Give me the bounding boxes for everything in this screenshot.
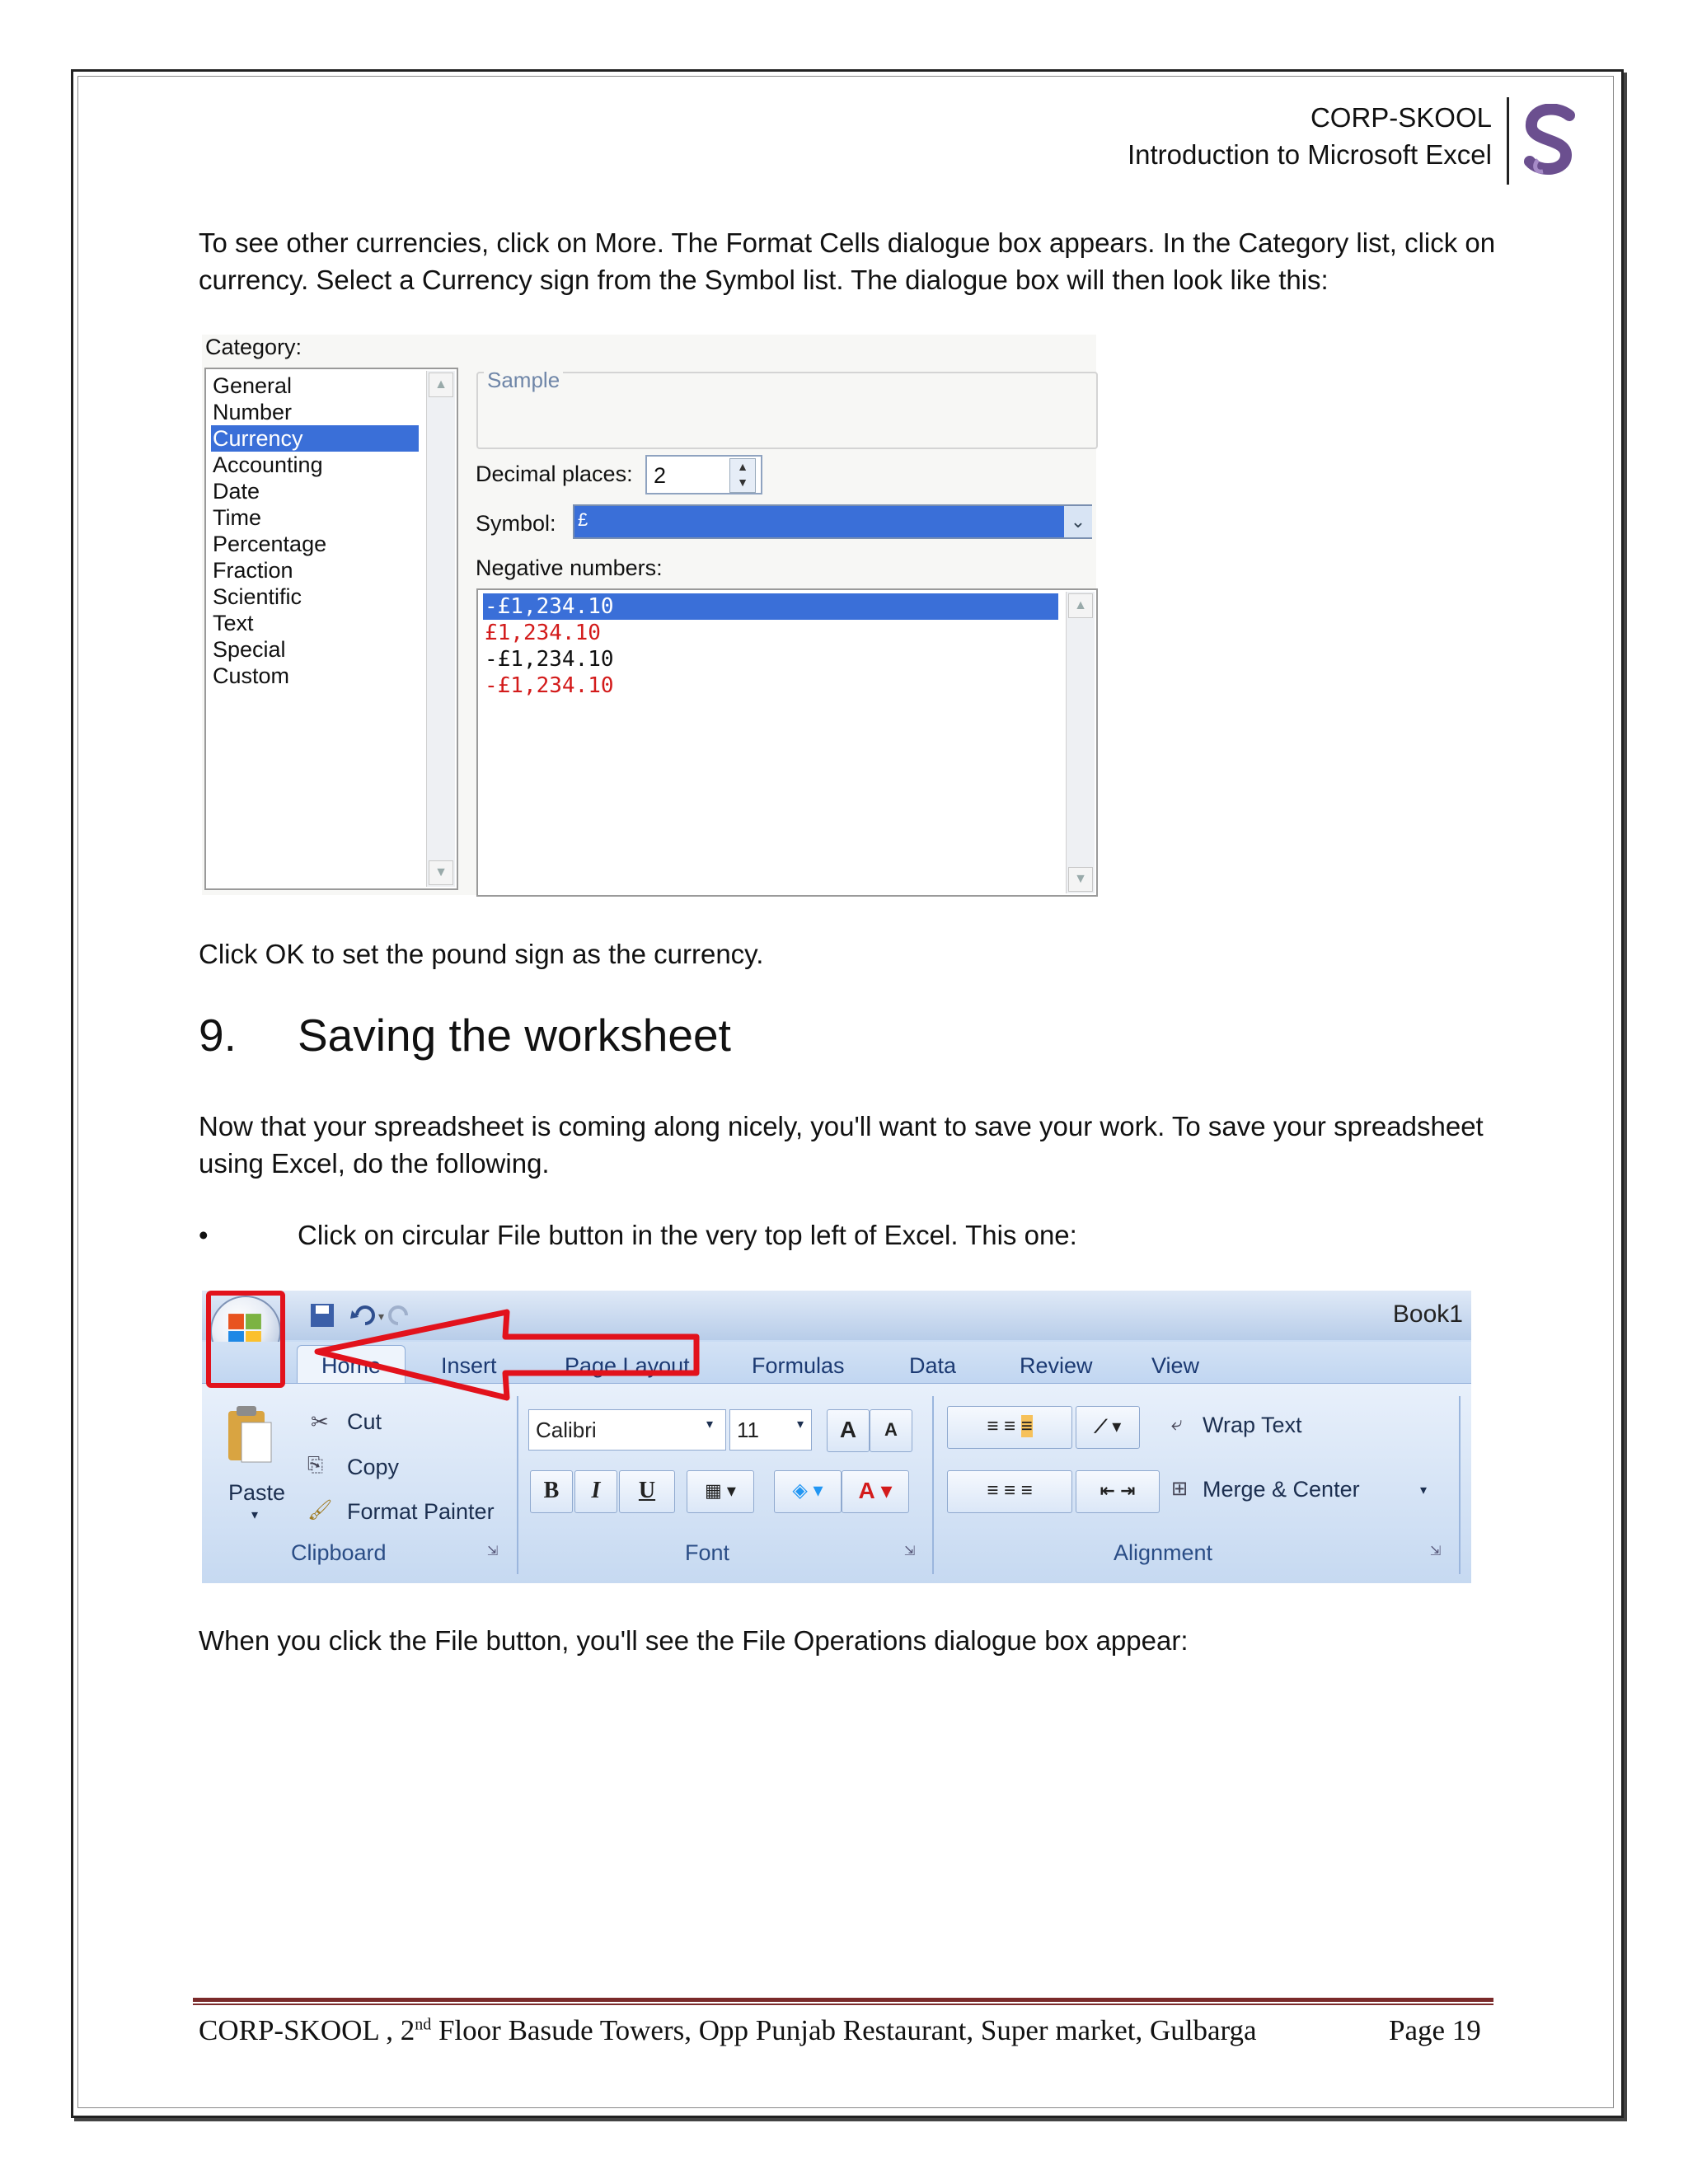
scroll-up-icon[interactable]: ▲	[1068, 593, 1093, 618]
tab-review[interactable]: Review	[1020, 1353, 1093, 1378]
highlight-rectangle	[206, 1291, 285, 1388]
footer-post: Floor Basude Towers, Opp Punjab Restaurant, Super market, Gulbarga	[431, 2014, 1257, 2046]
click-ok-paragraph: Click OK to set the pound sign as the currency.	[199, 939, 764, 969]
section-title: Saving the worksheet	[298, 1010, 731, 1061]
bold-button[interactable]: B	[530, 1470, 573, 1513]
symbol-value: £	[578, 509, 588, 530]
scroll-down-icon[interactable]: ▼	[1068, 867, 1093, 892]
negative-numbers-label: Negative numbers:	[476, 555, 663, 580]
chevron-down-icon[interactable]: ⌄	[1064, 506, 1092, 537]
fill-color-icon[interactable]: ◈ ▾	[774, 1470, 842, 1513]
tab-page-layout[interactable]: Page Layout	[565, 1353, 690, 1378]
negative-option[interactable]: -£1,234.10	[485, 647, 614, 672]
wrap-text-button[interactable]: Wrap Text	[1203, 1413, 1302, 1437]
grow-font-button[interactable]: A	[827, 1409, 870, 1452]
shrink-font-button[interactable]: A	[870, 1409, 912, 1452]
tab-view[interactable]: View	[1151, 1353, 1200, 1378]
symbol-select[interactable]	[573, 504, 1092, 539]
category-item[interactable]: Accounting	[213, 452, 323, 477]
copy-icon: ⎘	[307, 1454, 324, 1476]
header-line-1: CORP-SKOOL	[1310, 102, 1492, 133]
category-item-selected[interactable]: Currency	[211, 425, 419, 452]
font-name-box[interactable]: Calibri	[528, 1409, 726, 1451]
horizontal-align-icons[interactable]: ≡ ≡ ≡	[947, 1470, 1072, 1513]
clipboard-group-label: Clipboard	[291, 1540, 387, 1565]
scroll-down-icon[interactable]: ▼	[429, 860, 453, 885]
font-group-label: Font	[685, 1540, 730, 1565]
format-painter-icon: 🖌	[307, 1499, 333, 1521]
dialog-launcher-icon[interactable]: ⇲	[1430, 1544, 1442, 1558]
vertical-align-icons[interactable]: ≡ ≡ ≡	[947, 1406, 1072, 1449]
font-size-box[interactable]: 11	[729, 1409, 812, 1451]
tab-data[interactable]: Data	[909, 1353, 957, 1378]
decimal-places-label: Decimal places:	[476, 462, 633, 486]
red-arrow-annotation	[202, 1291, 1471, 1583]
format-painter-button[interactable]: Format Painter	[347, 1499, 495, 1524]
negative-scrollbar[interactable]	[1066, 592, 1095, 893]
running-header	[1128, 99, 1492, 173]
excel-ribbon	[202, 1291, 1471, 1583]
category-item[interactable]: Text	[213, 611, 254, 635]
wrap-text-icon: ⤶	[1171, 1413, 1183, 1435]
header-divider	[1507, 97, 1509, 185]
footer-rule	[193, 1998, 1493, 2002]
bullet-symbol: •	[199, 1220, 209, 1250]
footer-rule-thin	[193, 2004, 1493, 2005]
corp-skool-logo-icon	[1522, 104, 1579, 178]
category-item[interactable]: General	[213, 373, 293, 398]
format-cells-dialog	[202, 335, 1096, 895]
footer-pre: CORP-SKOOL , 2	[199, 2014, 415, 2046]
after-ribbon-paragraph: When you click the File button, you'll see the File Operations dialogue box appear:	[199, 1625, 1189, 1656]
footer-address	[199, 2014, 1257, 2047]
category-item[interactable]: Special	[213, 637, 286, 662]
indent-icons[interactable]: ⇤ ⇥	[1076, 1470, 1160, 1513]
chevron-down-icon[interactable]: ▾	[706, 1418, 714, 1432]
tab-insert[interactable]: Insert	[441, 1353, 497, 1378]
bullet-text: Click on circular File button in the very top left of Excel. This one:	[298, 1220, 1077, 1250]
merge-center-button[interactable]: Merge & Center	[1203, 1477, 1360, 1502]
scissors-icon: ✂	[311, 1409, 329, 1434]
category-item[interactable]: Custom	[213, 663, 290, 688]
scroll-up-icon[interactable]: ▲	[429, 373, 453, 397]
underline-button[interactable]: U	[619, 1470, 675, 1513]
section-heading	[199, 1009, 731, 1062]
sample-box	[476, 372, 1098, 449]
header-line-2: Introduction to Microsoft Excel	[1127, 139, 1492, 170]
negative-numbers-list[interactable]	[476, 588, 1098, 897]
category-item[interactable]: Fraction	[213, 558, 293, 583]
font-color-icon[interactable]: A ▾	[842, 1470, 909, 1513]
merge-icon: ⊞	[1171, 1478, 1189, 1500]
category-list[interactable]	[204, 368, 458, 890]
cut-button[interactable]: Cut	[347, 1409, 382, 1434]
category-item[interactable]: Percentage	[213, 532, 327, 556]
negative-option-selected[interactable]: -£1,234.10	[483, 593, 1058, 620]
copy-button[interactable]: Copy	[347, 1455, 400, 1479]
italic-button[interactable]: I	[574, 1470, 617, 1513]
dialog-launcher-icon[interactable]: ⇲	[487, 1544, 499, 1558]
tab-home[interactable]: Home	[321, 1353, 382, 1378]
category-item[interactable]: Scientific	[213, 584, 302, 609]
chevron-down-icon[interactable]: ▾	[1420, 1483, 1428, 1497]
svg-text:▾: ▾	[378, 1310, 385, 1323]
page-number: Page 19	[1389, 2014, 1481, 2046]
alignment-group-label: Alignment	[1114, 1540, 1213, 1565]
tab-formulas[interactable]: Formulas	[752, 1353, 845, 1378]
category-label: Category:	[205, 335, 302, 359]
negative-option[interactable]: -£1,234.10	[485, 673, 614, 698]
borders-icon[interactable]: ▦ ▾	[687, 1470, 754, 1513]
chevron-down-icon[interactable]: ▾	[797, 1418, 804, 1432]
section-number: 9.	[199, 1010, 237, 1061]
negative-option[interactable]: £1,234.10	[485, 621, 601, 645]
intro-paragraph: To see other currencies, click on More. The Format Cells dialogue box appears. In the Category list, click on currency. Select a Currency sign from the Symbol list. The dialogue box will then look like this:	[199, 227, 1496, 295]
decimal-places-input[interactable]: 2	[645, 455, 762, 494]
paste-label[interactable]: Paste	[228, 1480, 286, 1505]
category-scrollbar[interactable]	[426, 371, 455, 887]
save-paragraph: Now that your spreadsheet is coming along nicely, you'll want to save your work. To save your spreadsheet using Excel, do the following.	[199, 1111, 1484, 1179]
symbol-label: Symbol:	[476, 511, 556, 536]
orientation-icon[interactable]: ⟋ ▾	[1076, 1406, 1140, 1449]
footer-sup: nd	[415, 2015, 432, 2034]
workbook-title: Book1	[1392, 1301, 1463, 1328]
category-item[interactable]: Number	[213, 400, 293, 424]
category-item[interactable]: Time	[213, 505, 261, 530]
category-item[interactable]: Date	[213, 479, 260, 504]
paste-dropdown-icon[interactable]: ▾	[251, 1508, 259, 1522]
sample-label: Sample	[484, 368, 563, 393]
bullet-item	[199, 1216, 1077, 1254]
decimal-spinner-icon[interactable]: ▲ ▼	[729, 458, 756, 493]
dialog-launcher-icon[interactable]: ⇲	[904, 1544, 916, 1558]
